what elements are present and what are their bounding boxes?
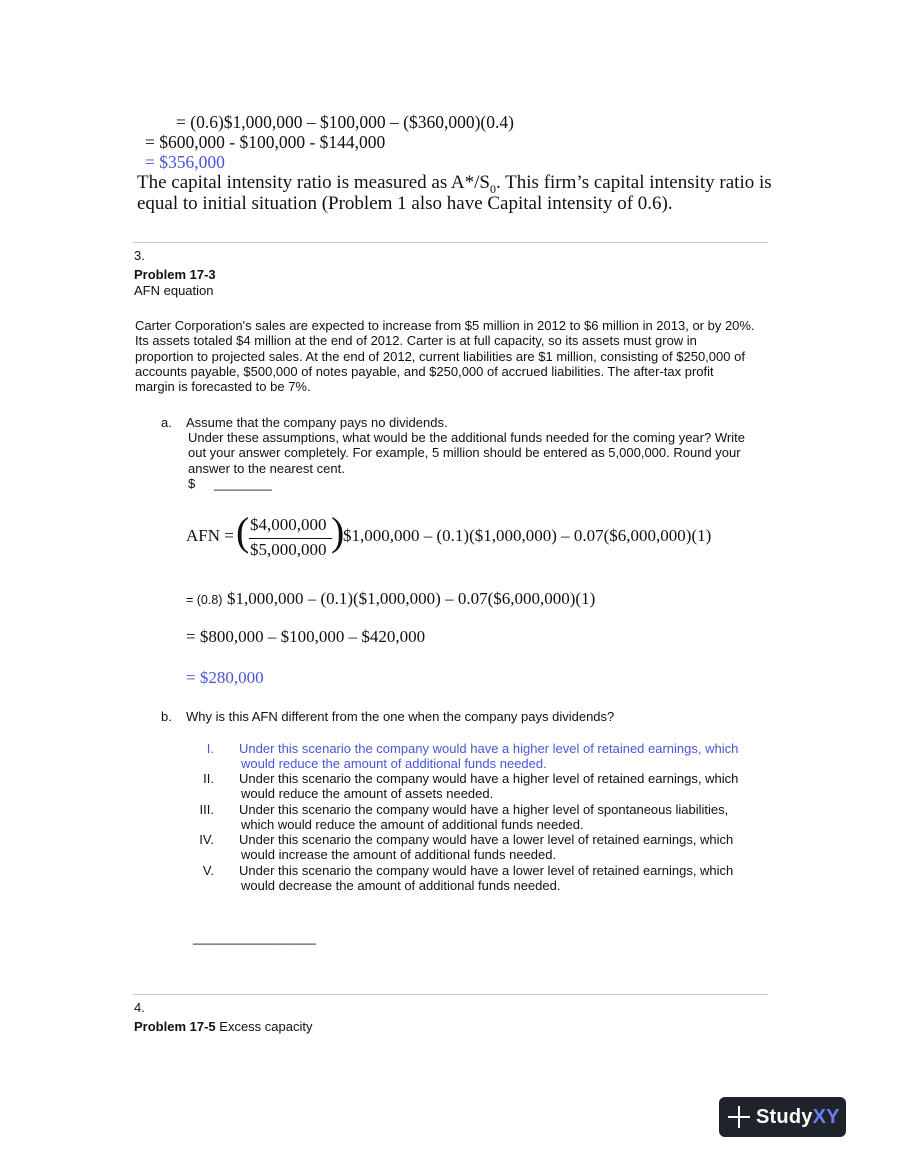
option-number: IV. <box>199 832 214 847</box>
problem-title: Problem 17-5 <box>134 1019 216 1034</box>
part-a-text: Assume that the company pays no dividends. <box>186 415 448 430</box>
option-number: III. <box>199 802 214 817</box>
left-paren: ( <box>236 509 250 554</box>
paragraph-line: Carter Corporation's sales are expected to increase from $5 million in 2012 to $6 million in 2013, or by 20%. <box>135 318 755 333</box>
afn-rest: $1,000,000 – (0.1)($1,000,000) – 0.07($6,000,000)(1) <box>343 526 712 545</box>
equation-line-2: = $600,000 - $100,000 - $144,000 <box>145 132 386 152</box>
problem-title: Problem 17-3 <box>134 267 216 282</box>
plus-icon <box>728 1106 750 1128</box>
afn-step-2: = $800,000 – $100,000 – $420,000 <box>186 627 426 646</box>
right-paren: ) <box>331 509 345 554</box>
option-ii[interactable] <box>239 771 759 802</box>
paragraph-line: accounts payable, $500,000 of notes payable, and $250,000 of accrued liabilities. The after-tax profit <box>135 363 714 379</box>
option-line: Under this scenario the company would have a lower level of retained earnings, which <box>239 832 734 847</box>
option-line: would decrease the amount of additional funds needed. <box>241 878 561 894</box>
part-a-label: a. <box>161 415 172 430</box>
paragraph-line: margin is forecasted to be 7%. <box>135 379 311 395</box>
option-iv[interactable] <box>239 832 759 863</box>
option-line: would reduce the amount of additional funds needed. <box>241 756 547 772</box>
section-divider <box>133 994 768 995</box>
instruction-line: Under these assumptions, what would be the additional funds needed for the coming year? Write <box>188 430 745 445</box>
part-b-text: Why is this AFN different from the one when the company pays dividends? <box>186 709 615 724</box>
option-iii[interactable] <box>239 802 759 833</box>
sentence-part-2: . This firm’s capital intensity ratio is <box>496 172 772 193</box>
capital-intensity-sentence-cont: equal to initial situation (Problem 1 also have Capital intensity of 0.6). <box>137 193 673 214</box>
fraction-bar <box>249 538 332 539</box>
paragraph-line: proportion to projected sales. At the end of 2012, current liabilities are $1 million, consisting of $250,000 of <box>135 348 745 364</box>
instruction-line: out your answer completely. For example, 5 million should be entered as 5,000,000. Round your <box>188 445 741 461</box>
option-v[interactable] <box>239 863 759 894</box>
answer-blank-a[interactable]: ________ <box>214 476 272 491</box>
option-line: Under this scenario the company would have a higher level of spontaneous liabilities, <box>239 802 729 817</box>
option-line: Under this scenario the company would have a higher level of retained earnings, which <box>239 771 739 786</box>
logo-name: Study <box>756 1105 813 1128</box>
problem-subtitle: AFN equation <box>134 283 214 298</box>
part-a-instructions <box>188 430 768 476</box>
part-b-label: b. <box>161 709 172 724</box>
fraction-denominator: $5,000,000 <box>250 540 327 559</box>
afn-answer: = $280,000 <box>186 668 264 687</box>
instruction-line: answer to the nearest cent. <box>188 460 345 476</box>
option-line: would increase the amount of additional funds needed. <box>241 847 557 863</box>
equation-result: = $356,000 <box>145 152 225 172</box>
logo-wordmark <box>756 1106 840 1129</box>
fraction-numerator: $4,000,000 <box>250 515 327 534</box>
sentence-part-1: The capital intensity ratio is measured as A*/S <box>137 172 491 193</box>
option-line: would reduce the amount of assets needed. <box>241 786 494 802</box>
option-number: I. <box>206 741 214 756</box>
afn-lhs: AFN = <box>186 526 234 545</box>
logo-accent: XY <box>812 1105 840 1128</box>
paragraph-line: Its assets totaled $4 million at the end of 2012. Carter is at full capacity, so its assets must grow in <box>135 333 697 349</box>
afn-step-1 <box>186 589 595 609</box>
problem-paragraph <box>135 318 775 394</box>
studyxy-logo[interactable] <box>719 1097 846 1137</box>
option-line: Under this scenario the company would have a lower level of retained earnings, which <box>239 863 734 878</box>
question-number: 3. <box>134 248 145 263</box>
question-number: 4. <box>134 1000 145 1015</box>
step-1-expression: $1,000,000 – (0.1)($1,000,000) – 0.07($6,000,000)(1) <box>226 589 596 608</box>
option-line: which would reduce the amount of additional funds needed. <box>241 817 584 833</box>
subscript-zero: 0 <box>490 181 497 196</box>
option-i[interactable] <box>239 741 759 772</box>
problem-heading <box>134 1019 312 1034</box>
option-line: Under this scenario the company would have a higher level of retained earnings, which <box>239 741 739 756</box>
option-number: II. <box>203 771 214 786</box>
problem-subtitle: Excess capacity <box>215 1019 313 1034</box>
section-divider <box>133 242 768 243</box>
step-1-prefix: = (0.8) <box>186 593 223 607</box>
option-number: V. <box>202 863 214 878</box>
answer-blank-b[interactable]: _________________ <box>193 930 316 945</box>
equation-line-1: = (0.6)$1,000,000 – $100,000 – ($360,000)(0.4) <box>176 112 514 132</box>
dollar-sign: $ <box>188 476 196 491</box>
